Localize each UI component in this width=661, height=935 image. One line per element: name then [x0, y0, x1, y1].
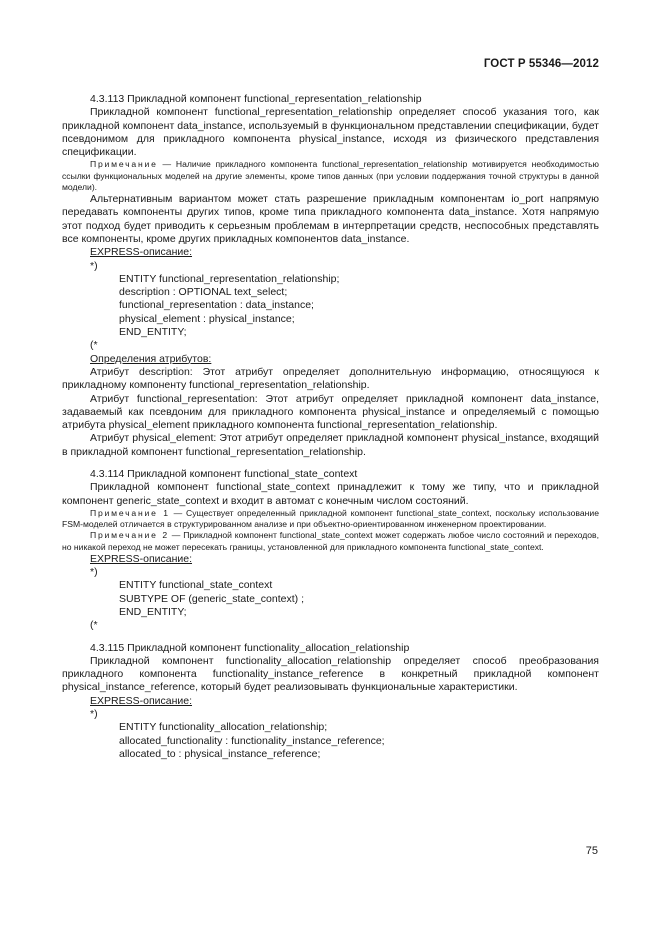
section-heading: 4.3.115 Прикладной компонент functionality_allocation_relationship [90, 641, 410, 654]
express-label: EXPRESS-описание: [90, 552, 193, 565]
paragraph: Альтернативным вариантом может стать разрешение прикладным компонентам io_port напрямую передавать компоненты других типов, кроме типа прикладного компонента data_instance. Хотя напрямую этот подход будет приводить к серьезным проблемам в интерпретации средств, неспособных представлять все компоненты, кроме других прикладных компонентов data_instance. [62, 193, 599, 245]
code-line: ENTITY functional_representation_relationship; [119, 272, 340, 285]
code-line: physical_element : physical_instance; [119, 312, 295, 325]
paragraph: Прикладной компонент functionality_allocation_relationship определяет способ преобразования прикладного компонента functionality_instance_reference в конкретный прикладной компонент physical_instance_reference, который будет реализовывать функциональные характеристики. [62, 654, 599, 694]
note-label: Примечание 1 [90, 507, 170, 518]
code-line: allocated_to : physical_instance_reference; [119, 747, 321, 760]
code-line: SUBTYPE OF (generic_state_context) ; [119, 592, 304, 605]
express-label: EXPRESS-описание: [90, 246, 193, 259]
note [62, 159, 599, 193]
code-line: ENTITY functional_state_context [119, 579, 273, 592]
code-line: description : OPTIONAL text_select; [119, 286, 288, 299]
code-line: END_ENTITY; [119, 326, 187, 339]
section-heading: 4.3.113 Прикладной компонент functional_representation_relationship [90, 93, 422, 105]
note-text: — Прикладной компонент functional_state_context может содержать любое число состояний и переходов, но никакой переход не может пересекать границы, установленной для прикладного компонента functional_state_context. [62, 530, 599, 552]
attribute-definition: Атрибут physical_element: Этот атрибут определяет прикладной компонент physical_instance, входящий в прикладной компонент functional_representation_relationship. [62, 432, 599, 458]
attribute-definition: Атрибут description: Этот атрибут определяет дополнительную информацию, относящуюся к прикладному компоненту functional_representation_relationship. [62, 365, 599, 392]
code-open: *) [90, 708, 98, 720]
attribute-definition: Атрибут functional_representation: Этот атрибут определяет прикладной компонент data_instance, задаваемый как псевдоним для прикладного компонента physical_instance и определяемый с помощью атрибута physical_element прикладного компонента functional_representation_relationship. [62, 392, 599, 432]
code-line: allocated_functionality : functionality_instance_reference; [119, 734, 385, 747]
express-label: EXPRESS-описание: [90, 694, 193, 707]
code-line: functional_representation : data_instance; [119, 299, 314, 312]
code-open: *) [90, 259, 98, 272]
code-line: END_ENTITY; [119, 605, 187, 618]
page-number: 75 [585, 845, 598, 857]
attr-definitions-label: Определения атрибутов: [90, 352, 212, 365]
note-label: Примечание [90, 159, 158, 170]
paragraph: Прикладной компонент functional_representation_relationship определяет способ указания того, как прикладной компонент data_instance, используемый в функциональном представлении спецификации, будет псевдонимом для прикладного компонента physical_instance, исходя из физического представления спецификации. [62, 106, 599, 159]
note-text: — Наличие прикладного компонента functional_representation_relationship мотивируется необходимостью ссылки функциональных моделей на другие элементы, кроме типов данных (при условии поддержания точной структуры в данной модели). [62, 159, 599, 192]
section-heading: 4.3.114 Прикладной компонент functional_state_context [90, 468, 358, 481]
code-open: *) [90, 566, 98, 579]
standard-header: ГОСТ Р 55346—2012 [483, 58, 599, 70]
code-close: (* [90, 619, 98, 632]
page-content [62, 93, 599, 761]
code-close: (* [90, 339, 98, 352]
note [62, 508, 599, 530]
note-label: Примечание 2 [90, 530, 169, 541]
code-line: ENTITY functionality_allocation_relationship; [119, 721, 328, 734]
paragraph: Прикладной компонент functional_state_context принадлежит к тому же типу, что и прикладной компонент generic_state_context и входит в автомат с конечным числом состояний. [62, 481, 599, 507]
note [62, 530, 599, 552]
note-text: — Существует определенный прикладной компонент functional_state_context, поскольку использование FSM-моделей отличается в структурированном анализе и при объектно-ориентированном инженерном проектировании. [62, 507, 599, 530]
